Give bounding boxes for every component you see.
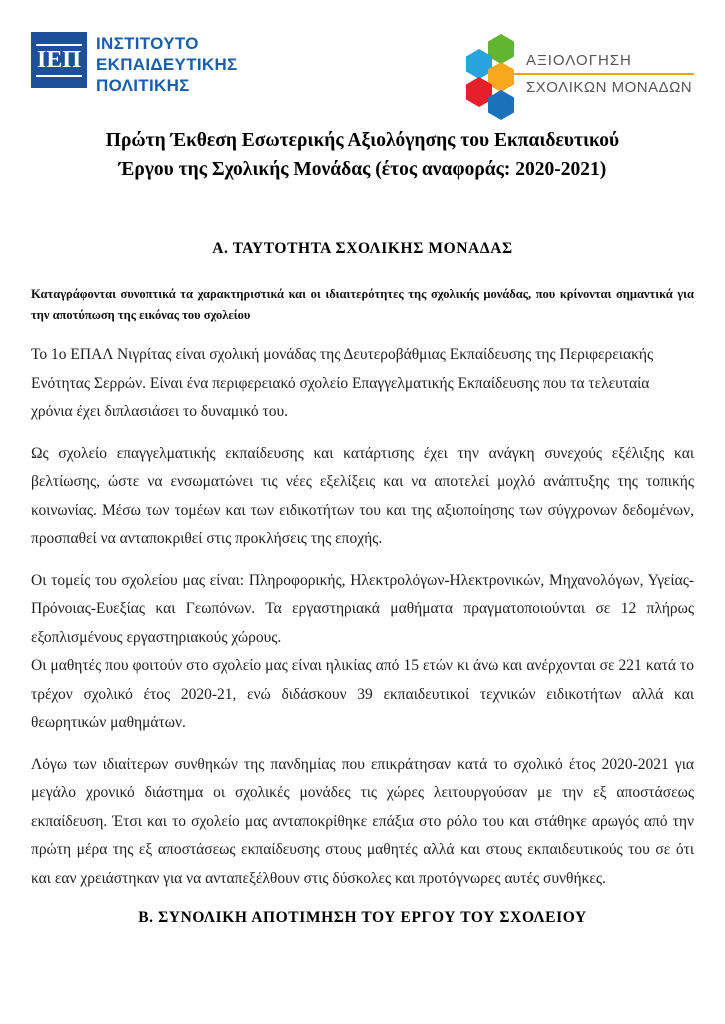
iep-logo	[31, 32, 238, 96]
evaluation-logo-line-1: ΑΞΙΟΛΟΓΗΣΗ	[526, 52, 632, 69]
section-b-heading: Β. ΣΥΝΟΛΙΚΗ ΑΠΟΤΙΜΗΣΗ ΤΟΥ ΕΡΓΟΥ ΤΟΥ ΣΧΟΛΕΙΟΥ	[138, 909, 587, 926]
iep-text-line-1: ΙΝΣΤΙΤΟΥΤΟ	[96, 34, 199, 53]
paragraph-3: Οι τομείς του σχολείου μας είναι: Πληροφορικής, Ηλεκτρολόγων-Ηλεκτρονικών, Μηχανολόγων, Υγείας- Πρόνοιας-Ευεξίας και Γεωπόνων. Τα εργαστηριακά μαθήματα πραγματοποιούνται σε 12 πλήρως εξοπλισμένους εργαστηριακούς χώρους. Οι μαθητές που φοιτούν στο σχολείο μας είναι ηλικίας από 15 ετών κι άνω και ανέρχονται σε 221 κατά το τρέχον σχολικό έτος 2020-21, ενώ διδάσκουν 39 εκπαιδευτικοί τεχνικών ειδικοτήτων αλλά και θεωρητικών μαθημάτων.	[31, 571, 694, 731]
iep-logo-icon	[31, 32, 87, 88]
iep-text-line-2: ΕΚΠΑΙΔΕΥΤΙΚΗΣ	[96, 55, 238, 74]
evaluation-logo-text	[526, 34, 694, 96]
paragraph-1: Το 1ο ΕΠΑΛ Νιγρίτας είναι σχολική μονάδας της Δευτεροβάθμιας Εκπαίδευσης της Περιφερειακής Ενότητας Σερρών. Είναι ένα περιφερειακό σχολείο Επαγγελματικής Εκπαίδευσης που τα τελευταία χρόνια έχει διπλασιάσει το δυναμικό του.	[31, 346, 654, 420]
paragraph-4: Λόγω των ιδιαίτερων συνθηκών της πανδημίας που επικράτησαν κατά το σχολικό έτος 2020-2021 για μεγάλο χρονικό διάστημα οι σχολικές μονάδες τις χώρες λειτουργούσαν με την εξ αποστάσεως εκπαίδευση. Έτσι και το σχολείο μας ανταποκρίθηκε επάξια στο ρόλο του και στάθηκε αρωγός από την πρώτη μέρα της εξ αποστάσεως εκπαίδευσης στους μαθητές αλλά και στους εκπαιδευτικούς του σε ότι και εαν χρειάστηκαν για να ανταπεξέλθουν στις δύσκολες και προτόγνωρες αυτές συνθήκες.	[31, 755, 694, 887]
evaluation-logo	[466, 34, 694, 120]
section-a-heading: Α. ΤΑΥΤΟΤΗΤΑ ΣΧΟΛΙΚΗΣ ΜΟΝΑΔΑΣ	[212, 240, 513, 257]
evaluation-logo-line-2: ΣΧΟΛΙΚΩΝ ΜΟΝΑΔΩΝ	[526, 79, 693, 96]
header	[0, 0, 725, 110]
iep-logo-text	[96, 32, 238, 96]
page-title: Πρώτη Έκθεση Εσωτερικής Αξιολόγησης του Εκπαιδευτικού Έργου της Σχολικής Μονάδας (έτος αναφοράς: 2020-2021)	[105, 130, 620, 180]
iep-acronym: ΙΕΠ	[36, 44, 82, 77]
section-a-note: Καταγράφονται συνοπτικά τα χαρακτηριστικά και οι ιδιαιτερότητες της σχολικής μονάδας, που κρίνονται σημαντικά για την αποτύπωση της εικόνας του σχολείου	[31, 287, 694, 322]
paragraph-2: Ως σχολείο επαγγελματικής εκπαίδευσης και κατάρτισης έχει την ανάγκη συνεχούς εξέλιξης και βελτίωσης, ώστε να ενσωματώνει τις νέες εξελίξεις και να αποτελεί μοχλό ανάπτυξης της τοπικής κοινωνίας. Μέσω των τομέων και των ειδικοτήτων του και της αξιοποίησης των σύγχρονων δεδομένων, προσπαθεί να ανταποκριθεί στις προκλήσεις της εποχής.	[31, 444, 694, 547]
iep-text-line-3: ΠΟΛΙΤΙΚΗΣ	[96, 76, 190, 95]
hexagon-cluster-icon	[466, 34, 514, 120]
